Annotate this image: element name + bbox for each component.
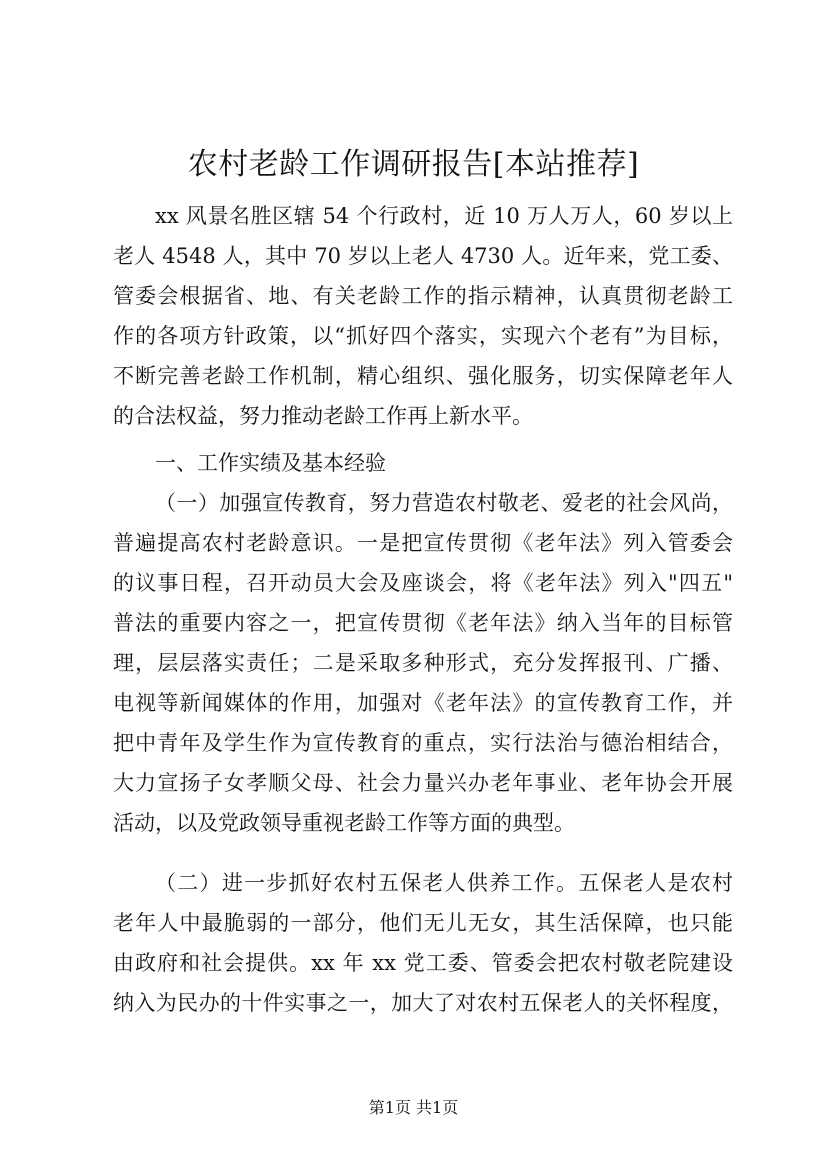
paragraph-line: 的合法权益，努力推动老龄工作再上新水平。: [113, 404, 533, 428]
paragraph-line: 把中青年及学生作为宣传教育的重点，实行法治与德治相结合，: [113, 731, 733, 755]
paragraph-line: （二）进一步抓好农村五保老人供养工作。五保老人是农村: [155, 871, 733, 895]
paragraph-line: 理，层层落实责任；二是采取多种形式，充分发挥报刊、广播、: [113, 651, 733, 675]
paragraph-line: 作的各项方针政策，以“抓好四个落实，实现六个老有”为目标，: [113, 324, 733, 348]
paragraph-line: 由政府和社会提供。xx 年 xx 党工委、管委会把农村敬老院建设: [113, 951, 733, 975]
paragraph-line: 普法的重要内容之一，把宣传贯彻《老年法》纳入当年的目标管: [113, 611, 733, 635]
paragraph-line: 纳入为民办的十件实事之一，加大了对农村五保老人的关怀程度，: [113, 991, 733, 1015]
section-1-paragraph: [113, 483, 733, 843]
paragraph-line: 老年人中最脆弱的一部分，他们无儿无女，其生活保障，也只能: [113, 911, 733, 935]
page-footer: 第1页 共1页: [368, 1098, 459, 1117]
section-2-paragraph: [113, 863, 733, 1023]
paragraph-line: 电视等新闻媒体的作用，加强对《老年法》的宣传教育工作，并: [113, 691, 733, 715]
paragraph-line: 不断完善老龄工作机制，精心组织、强化服务，切实保障老年人: [113, 364, 733, 388]
paragraph-line: 管委会根据省、地、有关老龄工作的指示精神，认真贯彻老龄工: [113, 284, 733, 308]
document-title: 农村老龄工作调研报告[本站推荐]: [187, 147, 640, 182]
paragraph-line: 的议事日程，召开动员大会及座谈会，将《老年法》列入"四五": [113, 571, 733, 595]
section-heading: 一、工作实绩及基本经验: [155, 451, 386, 475]
paragraph-line: 老人 4548 人，其中 70 岁以上老人 4730 人。近年来，党工委、: [113, 244, 733, 268]
paragraph-line: （一）加强宣传教育，努力营造农村敬老、爱老的社会风尚，: [155, 491, 733, 515]
paragraph-line: 活动，以及党政领导重视老龄工作等方面的典型。: [113, 811, 575, 835]
intro-paragraph: [113, 196, 733, 436]
paragraph-line: 大力宣扬子女孝顺父母、社会力量兴办老年事业、老年协会开展: [113, 771, 733, 795]
paragraph-line: 普遍提高农村老龄意识。一是把宣传贯彻《老年法》列入管委会: [113, 531, 733, 555]
paragraph-line: xx 风景名胜区辖 54 个行政村，近 10 万人万人，60 岁以上: [155, 204, 733, 228]
